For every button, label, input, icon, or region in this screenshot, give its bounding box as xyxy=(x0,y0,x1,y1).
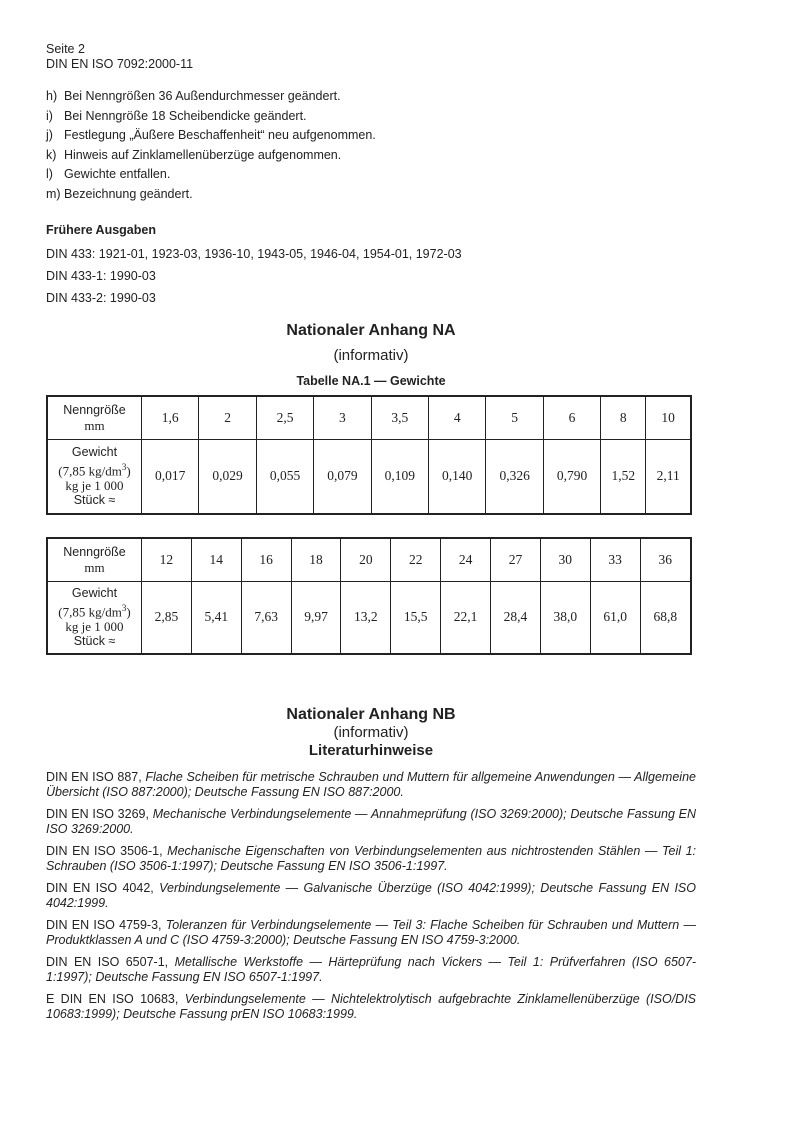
size-label-line: Nenngröße xyxy=(63,544,126,559)
table-cell: 5 xyxy=(486,396,543,440)
size-row-label xyxy=(47,538,142,582)
list-item xyxy=(46,126,696,146)
table-title: Tabelle NA.1 — Gewichte xyxy=(296,373,446,388)
previous-editions xyxy=(46,223,696,305)
weight-label-line: Gewicht xyxy=(71,444,118,459)
item-label: i) xyxy=(46,108,53,123)
table-cell: 0,029 xyxy=(199,440,256,514)
list-item xyxy=(46,107,696,127)
density-close: ) xyxy=(126,603,131,619)
weights-table-2 xyxy=(46,537,692,655)
document-page xyxy=(46,42,696,1029)
ref-title: Verbindungselemente — Galvanische Überzüge (ISO 4042:1999); Deutsche Fassung EN ISO 4042:1999. xyxy=(46,880,696,911)
table-cell: 68,8 xyxy=(640,582,691,654)
item-label: k) xyxy=(46,147,57,162)
bibliography-entry xyxy=(46,770,696,801)
ref-title: Mechanische Verbindungselemente — Annahmeprüfung (ISO 3269:2000); Deutsche Fassung EN ISO 3269:2000. xyxy=(46,806,697,837)
size-unit: mm xyxy=(84,417,105,433)
table-cell: 22 xyxy=(391,538,441,582)
previous-edition-line: DIN 433-1: 1990-03 xyxy=(46,268,156,283)
table-cell: 27 xyxy=(491,538,541,582)
table-row xyxy=(47,582,691,654)
table-cell: 2,85 xyxy=(142,582,192,654)
table-cell: 3,5 xyxy=(371,396,428,440)
bibliography-entry xyxy=(46,918,696,949)
table-cell: 0,109 xyxy=(371,440,428,514)
ref-title: Flache Scheiben für metrische Schrauben und Muttern für allgemeine Anwendungen — Allgemeine Übersicht (ISO 887:2000); Deutsche Fassung EN ISO 887:2000. xyxy=(46,769,696,800)
ref-code: DIN EN ISO 3506-1, xyxy=(46,843,163,858)
density-close: ) xyxy=(126,462,131,478)
item-label: j) xyxy=(46,128,53,143)
annex-na-title: Nationaler Anhang NA xyxy=(286,321,456,339)
table-cell: 2 xyxy=(199,396,256,440)
annex-na-subtitle: (informativ) xyxy=(333,346,409,364)
table-cell: 7,63 xyxy=(241,582,291,654)
bibliography-entry xyxy=(46,807,696,838)
table-cell: 10 xyxy=(646,396,691,440)
density-text: (7,85 kg/dm xyxy=(58,462,122,478)
table-cell: 3 xyxy=(314,396,371,440)
weight-density xyxy=(48,460,141,478)
ref-code: DIN EN ISO 4042, xyxy=(46,880,154,895)
table-cell: 20 xyxy=(341,538,391,582)
bibliography-entry xyxy=(46,992,696,1023)
table-cell: 0,079 xyxy=(314,440,371,514)
weight-unit: kg je 1 000 xyxy=(65,618,124,634)
table-cell: 33 xyxy=(590,538,640,582)
density-exponent: 3 xyxy=(121,602,127,613)
bibliography-entry xyxy=(46,881,696,912)
weight-density xyxy=(48,601,141,619)
weights-table-1 xyxy=(46,395,692,515)
table-cell: 22,1 xyxy=(441,582,491,654)
table-cell: 38,0 xyxy=(540,582,590,654)
density-exponent: 3 xyxy=(121,461,127,472)
list-item xyxy=(46,146,696,166)
table-cell: 28,4 xyxy=(491,582,541,654)
previous-edition-line: DIN 433-2: 1990-03 xyxy=(46,290,156,305)
ref-title: Toleranzen für Verbindungselemente — Teil 3: Flache Scheiben für Schrauben und Muttern — Produktklassen A und C (ISO 4759-3:2000); Deutsche Fassung EN ISO 4759-3:2000. xyxy=(46,917,696,948)
table-cell: 15,5 xyxy=(391,582,441,654)
weight-label-line: Gewicht xyxy=(71,585,118,600)
table-cell: 13,2 xyxy=(341,582,391,654)
ref-code: E DIN EN ISO 10683, xyxy=(46,991,179,1006)
document-id: DIN EN ISO 7092:2000-11 xyxy=(46,57,194,71)
table-cell: 0,017 xyxy=(142,440,199,514)
table-cell: 1,6 xyxy=(142,396,199,440)
size-label-line: Nenngröße xyxy=(63,402,126,417)
table-cell: 30 xyxy=(540,538,590,582)
density-text: (7,85 kg/dm xyxy=(58,603,122,619)
table-cell: 36 xyxy=(640,538,691,582)
table-cell: 12 xyxy=(142,538,192,582)
table-cell: 6 xyxy=(543,396,600,440)
table-row xyxy=(47,396,691,440)
table-cell: 14 xyxy=(191,538,241,582)
item-text: Bei Nenngröße 18 Scheibendicke geändert. xyxy=(64,108,307,123)
ref-code: DIN EN ISO 4759-3, xyxy=(46,917,162,932)
table-cell: 18 xyxy=(291,538,341,582)
table-cell: 0,790 xyxy=(543,440,600,514)
list-item xyxy=(46,165,696,185)
page-header xyxy=(46,42,696,72)
table-cell: 24 xyxy=(441,538,491,582)
item-label: h) xyxy=(46,89,58,103)
weight-label-line: Stück ≈ xyxy=(73,492,116,507)
table-cell: 0,326 xyxy=(486,440,543,514)
previous-editions-heading: Frühere Ausgaben xyxy=(46,222,156,237)
ref-title: Metallische Werkstoffe — Härteprüfung nach Vickers — Teil 1: Prüfverfahren (ISO 6507-1:1997); Deutsche Fassung EN ISO 6507-1:1997. xyxy=(46,954,696,985)
annex-nb-subtitle: (informativ) xyxy=(333,723,409,741)
table-cell: 5,41 xyxy=(191,582,241,654)
annex-nb-title: Nationaler Anhang NB xyxy=(286,705,456,723)
ref-code: DIN EN ISO 3269, xyxy=(46,806,149,821)
ref-code: DIN EN ISO 887, xyxy=(46,769,142,784)
ref-title: Mechanische Eigenschaften von Verbindungselementen aus nichtrostenden Stählen — Teil 1: Schrauben (ISO 3506-1:1997); Deutsche Fassung EN ISO 3506-1:1997. xyxy=(46,843,696,874)
item-text: Hinweis auf Zinklamellenüberzüge aufgenommen. xyxy=(64,147,342,162)
item-text: Festlegung „Äußere Beschaffenheit“ neu aufgenommen. xyxy=(64,128,376,143)
bibliography-list xyxy=(46,770,696,1023)
table-row xyxy=(47,440,691,514)
table-cell: 8 xyxy=(601,396,646,440)
table-cell: 1,52 xyxy=(601,440,646,514)
table-cell: 9,97 xyxy=(291,582,341,654)
previous-edition-line: DIN 433: 1921-01, 1923-03, 1936-10, 1943-05, 1946-04, 1954-01, 1972-03 xyxy=(46,246,462,261)
weight-unit: kg je 1 000 xyxy=(65,477,124,493)
ref-title: Verbindungselemente — Nichtelektrolytisch aufgebrachte Zinklamellenüberzüge (ISO/DIS 10683:1999); Deutsche Fassung prEN ISO 10683:1999. xyxy=(46,991,697,1022)
item-label: l) xyxy=(46,167,53,182)
item-text: Gewichte entfallen. xyxy=(64,167,171,182)
table-cell: 16 xyxy=(241,538,291,582)
size-unit: mm xyxy=(84,559,105,575)
changes-list xyxy=(46,87,696,205)
weight-row-label xyxy=(47,440,142,514)
list-item xyxy=(46,185,696,205)
table-row xyxy=(47,538,691,582)
table-cell: 2,5 xyxy=(256,396,313,440)
page-number: Seite 2 xyxy=(46,42,85,56)
table-cell: 0,140 xyxy=(429,440,486,514)
bibliography-heading: Literaturhinweise xyxy=(308,741,434,759)
table-cell: 4 xyxy=(429,396,486,440)
bibliography-entry xyxy=(46,844,696,875)
list-item xyxy=(46,87,696,107)
weight-label-line: Stück ≈ xyxy=(73,633,116,648)
table-cell: 0,055 xyxy=(256,440,313,514)
ref-code: DIN EN ISO 6507-1, xyxy=(46,954,169,969)
table-cell: 61,0 xyxy=(590,582,640,654)
item-text: Bei Nenngrößen 36 Außendurchmesser geändert. xyxy=(64,89,341,103)
bibliography-entry xyxy=(46,955,696,986)
table-cell: 2,11 xyxy=(646,440,691,514)
item-text: Bezeichnung geändert. xyxy=(64,186,193,201)
size-row-label xyxy=(47,396,142,440)
weight-row-label xyxy=(47,582,142,654)
item-label: m) xyxy=(46,186,61,201)
